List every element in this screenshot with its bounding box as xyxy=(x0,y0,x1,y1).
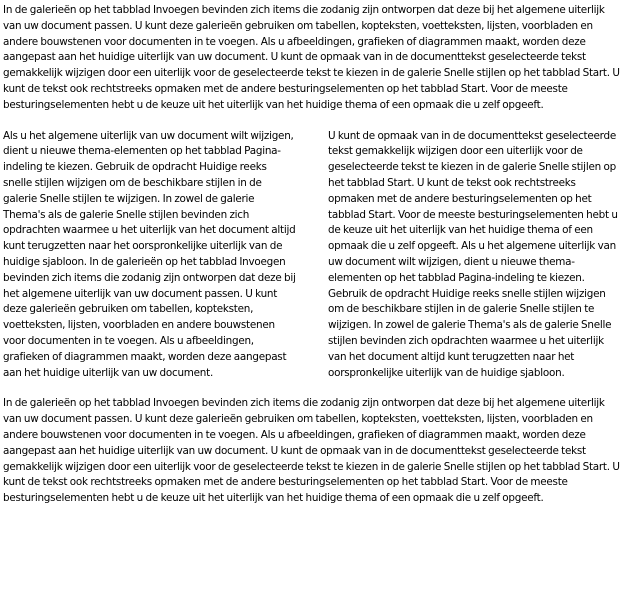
column-right-paragraph: U kunt de opmaak van in de documenttekst geselecteerde tekst gemakkelijk wijzigen door een uiterlijk voor de geselecteerde tekst te kiezen in de galerie Snelle stijlen op het tabblad Start. U kunt de tekst ook rechtstreeks opmaken met de andere besturingselementen op het tabblad Start. Voor de meeste besturingselementen hebt u de keuze uit het uiterlijk van het huidige thema of een opmaak die u zelf opgeeft. Als u het algemene uiterlijk van uw document wilt wijzigen, dient u nieuwe thema-elementen op het tabblad Pagina-indeling te kiezen. Gebruik de opdracht Huidige reeks snelle stijlen wijzigen om de beschikbare stijlen in de galerie Snelle stijlen te wijzigen. In zowel de galerie Thema's als de galerie Snelle stijlen bevinden zich opdrachten waarmee u het uiterlijk van het document altijd kunt terugzetten naar het oorspronkelijke uiterlijk van de huidige sjabloon. xyxy=(328,129,618,379)
paragraph-bottom: In de galerieën op het tabblad Invoegen bevinden zich items die zodanig zijn ontworpen dat deze bij het algemene uiterlijk van uw document passen. U kunt deze galerieën gebruiken om tabellen, kopteksten, voetteksten, lijsten, voorbladen en andere bouwstenen voor documenten in te voegen. Als u afbeeldingen, grafieken of diagrammen maakt, worden deze aangepast aan het huidige uiterlijk van uw document. U kunt de opmaak van in de documenttekst geselecteerde tekst gemakkelijk wijzigen door een uiterlijk voor de geselecteerde tekst te kiezen in de galerie Snelle stijlen op het tabblad Start. U kunt de tekst ook rechtstreeks opmaken met de andere besturingselementen op het tabblad Start. Voor de meeste besturingselementen hebt u de keuze uit het uiterlijk van het huidige thema of een opmaak die u zelf opgeeft. xyxy=(3,397,620,505)
two-column-section xyxy=(3,129,621,382)
document-page xyxy=(3,3,621,507)
column-left-paragraph: Als u het algemene uiterlijk van uw document wilt wijzigen, dient u nieuwe thema-elementen op het tabblad Pagina-indeling te kiezen. Gebruik de opdracht Huidige reeks snelle stijlen wijzigen om de beschikbare stijlen in de galerie Snelle stijlen te wijzigen. In zowel de galerie Thema's als de galerie Snelle stijlen bevinden zich opdrachten waarmee u het uiterlijk van het document altijd kunt terugzetten naar het oorspronkelijke uiterlijk van de huidige sjabloon. In de galerieën op het tabblad Invoegen bevinden zich items die zodanig zijn ontworpen dat deze bij het algemene uiterlijk van uw document passen. U kunt deze galerieën gebruiken om tabellen, kopteksten, voetteksten, lijsten, voorbladen en andere bouwstenen voor documenten in te voegen. Als u afbeeldingen, grafieken of diagrammen maakt, worden deze aangepast aan het huidige uiterlijk van uw document. xyxy=(3,129,296,379)
paragraph-top: In de galerieën op het tabblad Invoegen bevinden zich items die zodanig zijn ontworpen dat deze bij het algemene uiterlijk van uw document passen. U kunt deze galerieën gebruiken om tabellen, kopteksten, voetteksten, lijsten, voorbladen en andere bouwstenen voor documenten in te voegen. Als u afbeeldingen, grafieken of diagrammen maakt, worden deze aangepast aan het huidige uiterlijk van uw document. U kunt de opmaak van in de documenttekst geselecteerde tekst gemakkelijk wijzigen door een uiterlijk voor de geselecteerde tekst te kiezen in de galerie Snelle stijlen op het tabblad Start. U kunt de tekst ook rechtstreeks opmaken met de andere besturingselementen op het tabblad Start. Voor de meeste besturingselementen hebt u de keuze uit het uiterlijk van het huidige thema of een opmaak die u zelf opgeeft. xyxy=(3,4,620,111)
